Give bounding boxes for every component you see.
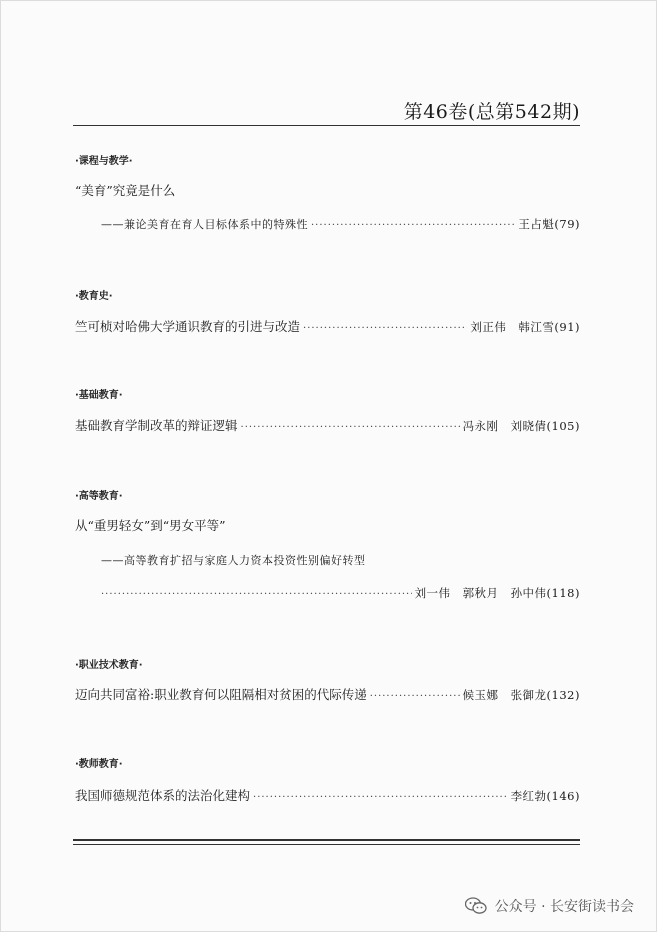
dot-leader	[101, 589, 412, 600]
toc-entry[interactable]	[75, 416, 580, 434]
watermark	[465, 896, 634, 916]
author: 王占魁(79)	[518, 217, 580, 231]
article-title: 我国师德规范体系的法治化建构	[75, 788, 251, 803]
section-label-teacher: ·教师教育·	[75, 759, 123, 770]
article-authors	[518, 216, 580, 232]
article-title: 基础教育学制改革的辩证逻辑	[75, 418, 238, 433]
article-subtitle-row	[101, 216, 580, 232]
dot-leader	[253, 792, 508, 803]
author: 候玉娜	[462, 688, 499, 702]
section-label-higher: ·高等教育·	[75, 491, 123, 502]
author: 张御龙(132)	[510, 688, 580, 702]
bottom-rule-thick	[73, 839, 580, 841]
watermark-text: 公众号 · 长安街读书会	[494, 899, 634, 915]
dot-leader	[241, 422, 460, 433]
article-authors	[463, 418, 580, 434]
article-authors	[470, 319, 580, 335]
section-label-basic: ·基础教育·	[75, 390, 123, 401]
volume-header: 第46卷(总第542期)	[403, 101, 580, 123]
dot-leader	[370, 691, 460, 702]
article-title[interactable]: “美育”究竟是什么	[75, 183, 176, 198]
top-rule	[73, 125, 580, 126]
article-subtitle: ——高等教育扩招与家庭人力资本投资性别偏好转型	[101, 554, 366, 567]
article-title: 迈向共同富裕:职业教育何以阻隔相对贫困的代际传递	[75, 687, 367, 702]
author: 韩江雪(91)	[518, 320, 580, 334]
article-authors	[415, 585, 580, 601]
author: 刘正伟	[470, 320, 507, 334]
article-authors	[463, 687, 580, 703]
toc-entry[interactable]	[75, 317, 580, 335]
section-label-history: ·教育史·	[75, 291, 113, 302]
author: 孙中伟(118)	[510, 586, 580, 600]
section-label-vocational: ·职业技术教育·	[75, 660, 143, 671]
article-subtitle: ——兼论美育在育人目标体系中的特殊性	[101, 218, 308, 231]
article-authors-row	[101, 585, 580, 601]
author: 郭秋月	[462, 586, 499, 600]
article-title[interactable]: 从“重男轻女”到“男女平等”	[75, 518, 226, 533]
article-authors	[511, 788, 580, 804]
dot-leader	[303, 323, 467, 334]
author: 刘一伟	[414, 586, 451, 600]
section-label-curriculum: ·课程与教学·	[75, 156, 133, 167]
toc-entry[interactable]	[75, 786, 580, 804]
dot-leader	[311, 220, 515, 231]
article-title: 竺可桢对哈佛大学通识教育的引进与改造	[75, 319, 301, 334]
wechat-icon	[465, 897, 487, 915]
author: 李红勃(146)	[510, 789, 580, 803]
toc-entry[interactable]	[75, 685, 580, 703]
bottom-rule-thin	[73, 844, 580, 845]
author: 冯永刚	[462, 419, 499, 433]
author: 刘晓倩(105)	[510, 419, 580, 433]
